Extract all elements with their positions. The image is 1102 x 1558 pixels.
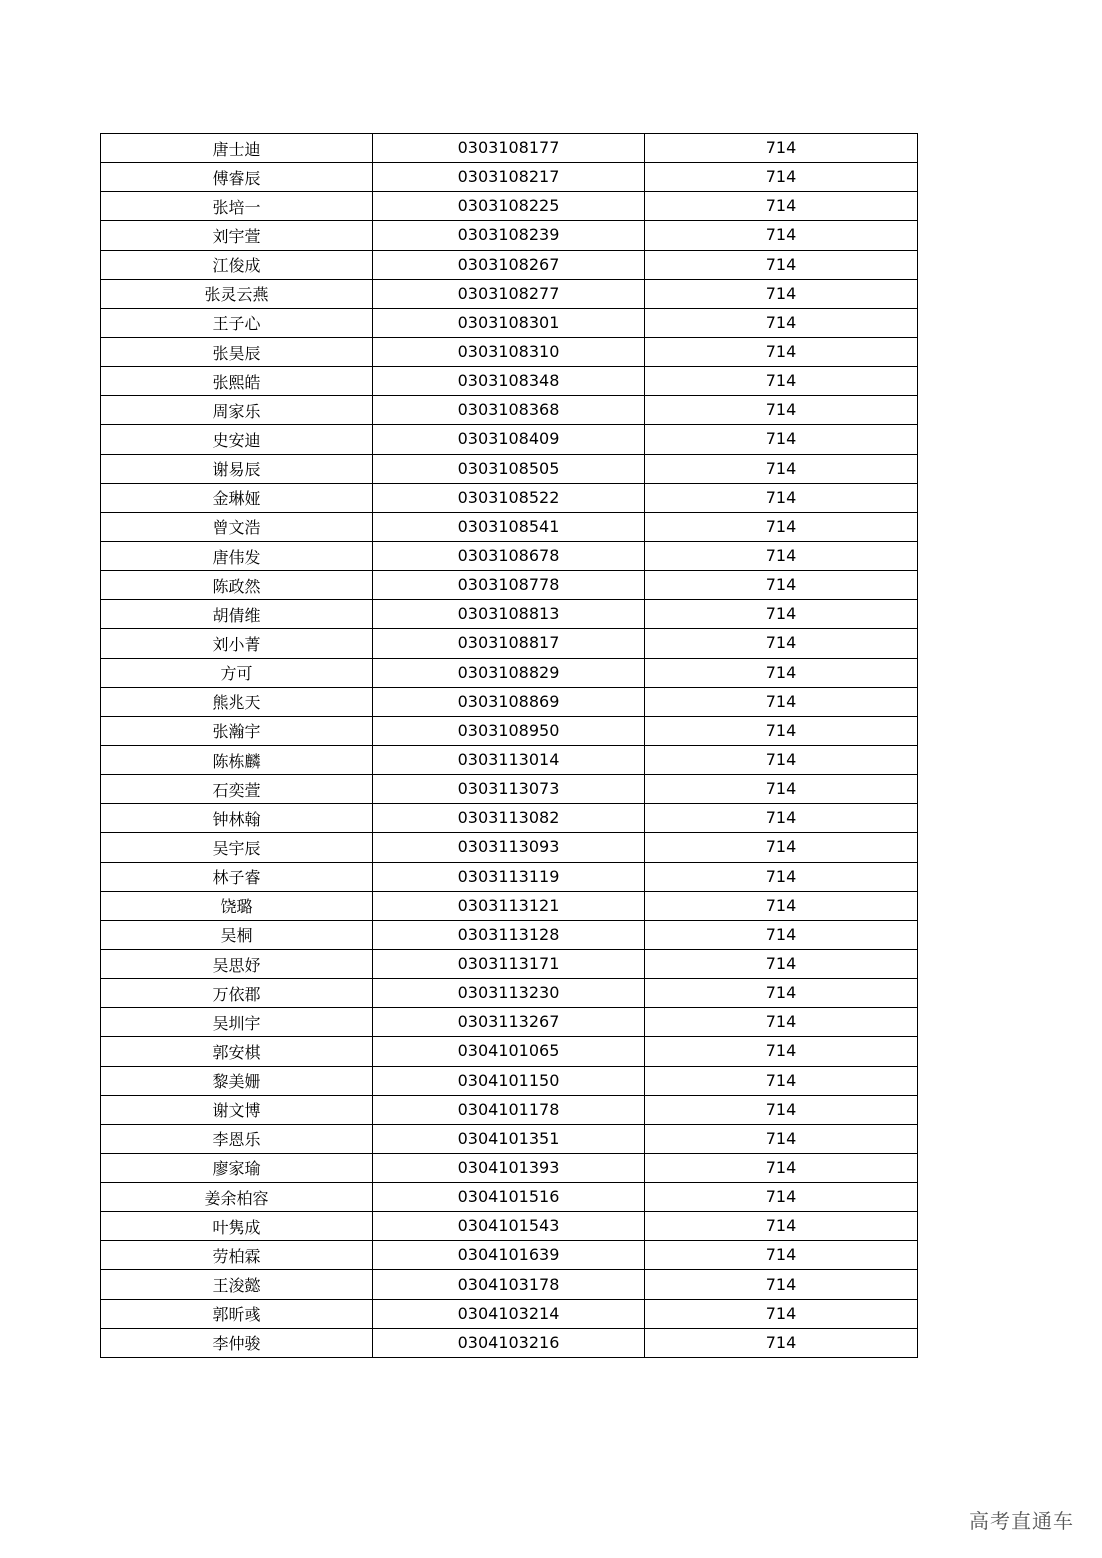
exam-id-cell: 0304103214 — [373, 1299, 645, 1328]
exam-id-cell: 0303108778 — [373, 571, 645, 600]
student-name-cell: 吴思妤 — [101, 949, 373, 978]
student-name-cell: 张灵云燕 — [101, 279, 373, 308]
exam-id-cell: 0303113267 — [373, 1008, 645, 1037]
score-cell: 714 — [645, 425, 918, 454]
exam-id-cell: 0303108368 — [373, 396, 645, 425]
exam-id-cell: 0303108239 — [373, 221, 645, 250]
table-row — [101, 833, 918, 862]
table-row — [101, 425, 918, 454]
score-cell: 714 — [645, 600, 918, 629]
student-name-cell: 钟林翰 — [101, 804, 373, 833]
student-name-cell: 唐伟发 — [101, 541, 373, 570]
exam-id-cell: 0303108950 — [373, 716, 645, 745]
exam-id-cell: 0303108813 — [373, 600, 645, 629]
score-cell: 714 — [645, 1037, 918, 1066]
exam-id-cell: 0303113171 — [373, 949, 645, 978]
exam-id-cell: 0304101543 — [373, 1212, 645, 1241]
student-name-cell: 廖家瑜 — [101, 1153, 373, 1182]
score-cell: 714 — [645, 192, 918, 221]
score-cell: 714 — [645, 920, 918, 949]
exam-id-cell: 0303113121 — [373, 891, 645, 920]
student-name-cell: 刘小菁 — [101, 629, 373, 658]
score-table — [100, 133, 918, 1358]
table-row — [101, 1153, 918, 1182]
student-name-cell: 王浚懿 — [101, 1270, 373, 1299]
exam-id-cell: 0304101178 — [373, 1095, 645, 1124]
table-row — [101, 629, 918, 658]
student-name-cell: 郭安棋 — [101, 1037, 373, 1066]
score-cell: 714 — [645, 775, 918, 804]
score-cell: 714 — [645, 1008, 918, 1037]
score-cell: 714 — [645, 512, 918, 541]
exam-id-cell: 0303108225 — [373, 192, 645, 221]
student-name-cell: 江俊成 — [101, 250, 373, 279]
table-row — [101, 454, 918, 483]
table-row — [101, 367, 918, 396]
exam-id-cell: 0303108817 — [373, 629, 645, 658]
score-cell: 714 — [645, 1183, 918, 1212]
exam-id-cell: 0304101150 — [373, 1066, 645, 1095]
exam-id-cell: 0303108869 — [373, 687, 645, 716]
table-row — [101, 600, 918, 629]
table-row — [101, 279, 918, 308]
score-cell: 714 — [645, 833, 918, 862]
student-name-cell: 陈栋麟 — [101, 745, 373, 774]
student-name-cell: 李仲骏 — [101, 1328, 373, 1357]
score-cell: 714 — [645, 308, 918, 337]
student-name-cell: 金琳娅 — [101, 483, 373, 512]
score-cell: 714 — [645, 1066, 918, 1095]
score-cell: 714 — [645, 571, 918, 600]
table-row — [101, 541, 918, 570]
table-row — [101, 716, 918, 745]
table-row — [101, 1008, 918, 1037]
student-name-cell: 黎美姗 — [101, 1066, 373, 1095]
exam-id-cell: 0303113119 — [373, 862, 645, 891]
student-name-cell: 王子心 — [101, 308, 373, 337]
exam-id-cell: 0303108678 — [373, 541, 645, 570]
student-name-cell: 吴桐 — [101, 920, 373, 949]
table-row — [101, 483, 918, 512]
exam-id-cell: 0304101516 — [373, 1183, 645, 1212]
table-row — [101, 1212, 918, 1241]
exam-id-cell: 0304103216 — [373, 1328, 645, 1357]
student-name-cell: 史安迪 — [101, 425, 373, 454]
score-cell: 714 — [645, 221, 918, 250]
score-cell: 714 — [645, 1153, 918, 1182]
student-name-cell: 曾文浩 — [101, 512, 373, 541]
student-name-cell: 唐士迪 — [101, 134, 373, 163]
student-name-cell: 刘宇萱 — [101, 221, 373, 250]
table-row — [101, 221, 918, 250]
table-row — [101, 1066, 918, 1095]
exam-id-cell: 0303108505 — [373, 454, 645, 483]
exam-id-cell: 0304101351 — [373, 1124, 645, 1153]
student-name-cell: 吴宇辰 — [101, 833, 373, 862]
score-cell: 714 — [645, 1241, 918, 1270]
exam-id-cell: 0303108348 — [373, 367, 645, 396]
student-name-cell: 陈政然 — [101, 571, 373, 600]
student-name-cell: 傅睿辰 — [101, 163, 373, 192]
table-row — [101, 192, 918, 221]
student-name-cell: 李恩乐 — [101, 1124, 373, 1153]
score-cell: 714 — [645, 396, 918, 425]
student-name-cell: 熊兆天 — [101, 687, 373, 716]
score-cell: 714 — [645, 1212, 918, 1241]
score-cell: 714 — [645, 1095, 918, 1124]
student-name-cell: 谢文博 — [101, 1095, 373, 1124]
exam-id-cell: 0303108267 — [373, 250, 645, 279]
exam-id-cell: 0303113082 — [373, 804, 645, 833]
table-row — [101, 134, 918, 163]
student-name-cell: 叶隽成 — [101, 1212, 373, 1241]
student-name-cell: 周家乐 — [101, 396, 373, 425]
student-name-cell: 张熙皓 — [101, 367, 373, 396]
score-cell: 714 — [645, 745, 918, 774]
table-row — [101, 949, 918, 978]
table-row — [101, 1037, 918, 1066]
score-cell: 714 — [645, 134, 918, 163]
student-name-cell: 石奕萱 — [101, 775, 373, 804]
table-row — [101, 1299, 918, 1328]
score-cell: 714 — [645, 337, 918, 366]
table-row — [101, 1241, 918, 1270]
exam-id-cell: 0303113128 — [373, 920, 645, 949]
student-name-cell: 林子睿 — [101, 862, 373, 891]
score-cell: 714 — [645, 1270, 918, 1299]
student-name-cell: 谢易辰 — [101, 454, 373, 483]
exam-id-cell: 0303113073 — [373, 775, 645, 804]
table-row — [101, 687, 918, 716]
exam-id-cell: 0303108522 — [373, 483, 645, 512]
score-cell: 714 — [645, 1124, 918, 1153]
score-cell: 714 — [645, 629, 918, 658]
score-cell: 714 — [645, 1299, 918, 1328]
exam-id-cell: 0303108177 — [373, 134, 645, 163]
table-row — [101, 1328, 918, 1357]
score-cell: 714 — [645, 279, 918, 308]
table-row — [101, 337, 918, 366]
score-cell: 714 — [645, 367, 918, 396]
score-cell: 714 — [645, 250, 918, 279]
score-cell: 714 — [645, 804, 918, 833]
score-cell: 714 — [645, 949, 918, 978]
table-row — [101, 775, 918, 804]
exam-id-cell: 0303108217 — [373, 163, 645, 192]
exam-id-cell: 0303108829 — [373, 658, 645, 687]
table-row — [101, 862, 918, 891]
student-name-cell: 方可 — [101, 658, 373, 687]
score-cell: 714 — [645, 1328, 918, 1357]
table-row — [101, 1270, 918, 1299]
exam-id-cell: 0303108310 — [373, 337, 645, 366]
table-row — [101, 163, 918, 192]
student-name-cell: 张昊辰 — [101, 337, 373, 366]
score-cell: 714 — [645, 658, 918, 687]
exam-id-cell: 0303108541 — [373, 512, 645, 541]
exam-id-cell: 0303113230 — [373, 979, 645, 1008]
student-name-cell: 张瀚宇 — [101, 716, 373, 745]
student-name-cell: 万依郡 — [101, 979, 373, 1008]
table-row — [101, 250, 918, 279]
exam-id-cell: 0304103178 — [373, 1270, 645, 1299]
student-name-cell: 姜余柏容 — [101, 1183, 373, 1212]
exam-id-cell: 0303113093 — [373, 833, 645, 862]
student-name-cell: 饶璐 — [101, 891, 373, 920]
table-row — [101, 804, 918, 833]
table-row — [101, 571, 918, 600]
table-row — [101, 396, 918, 425]
exam-id-cell: 0303108301 — [373, 308, 645, 337]
score-cell: 714 — [645, 541, 918, 570]
table-row — [101, 512, 918, 541]
table-row — [101, 1095, 918, 1124]
table-row — [101, 891, 918, 920]
exam-id-cell: 0303108277 — [373, 279, 645, 308]
score-cell: 714 — [645, 163, 918, 192]
exam-id-cell: 0303113014 — [373, 745, 645, 774]
exam-id-cell: 0303108409 — [373, 425, 645, 454]
table-row — [101, 658, 918, 687]
table-row — [101, 979, 918, 1008]
student-name-cell: 郭昕彧 — [101, 1299, 373, 1328]
watermark: 高考直通车 — [969, 1509, 1074, 1533]
student-name-cell: 胡倩维 — [101, 600, 373, 629]
table-row — [101, 308, 918, 337]
student-name-cell: 吴圳宇 — [101, 1008, 373, 1037]
score-cell: 714 — [645, 862, 918, 891]
score-cell: 714 — [645, 454, 918, 483]
table-row — [101, 745, 918, 774]
table-row — [101, 1183, 918, 1212]
table-row — [101, 1124, 918, 1153]
score-cell: 714 — [645, 483, 918, 512]
student-name-cell: 劳柏霖 — [101, 1241, 373, 1270]
score-table-body — [101, 134, 918, 1358]
score-cell: 714 — [645, 716, 918, 745]
score-cell: 714 — [645, 979, 918, 1008]
exam-id-cell: 0304101639 — [373, 1241, 645, 1270]
score-cell: 714 — [645, 687, 918, 716]
exam-id-cell: 0304101393 — [373, 1153, 645, 1182]
student-name-cell: 张培一 — [101, 192, 373, 221]
table-row — [101, 920, 918, 949]
exam-id-cell: 0304101065 — [373, 1037, 645, 1066]
score-cell: 714 — [645, 891, 918, 920]
